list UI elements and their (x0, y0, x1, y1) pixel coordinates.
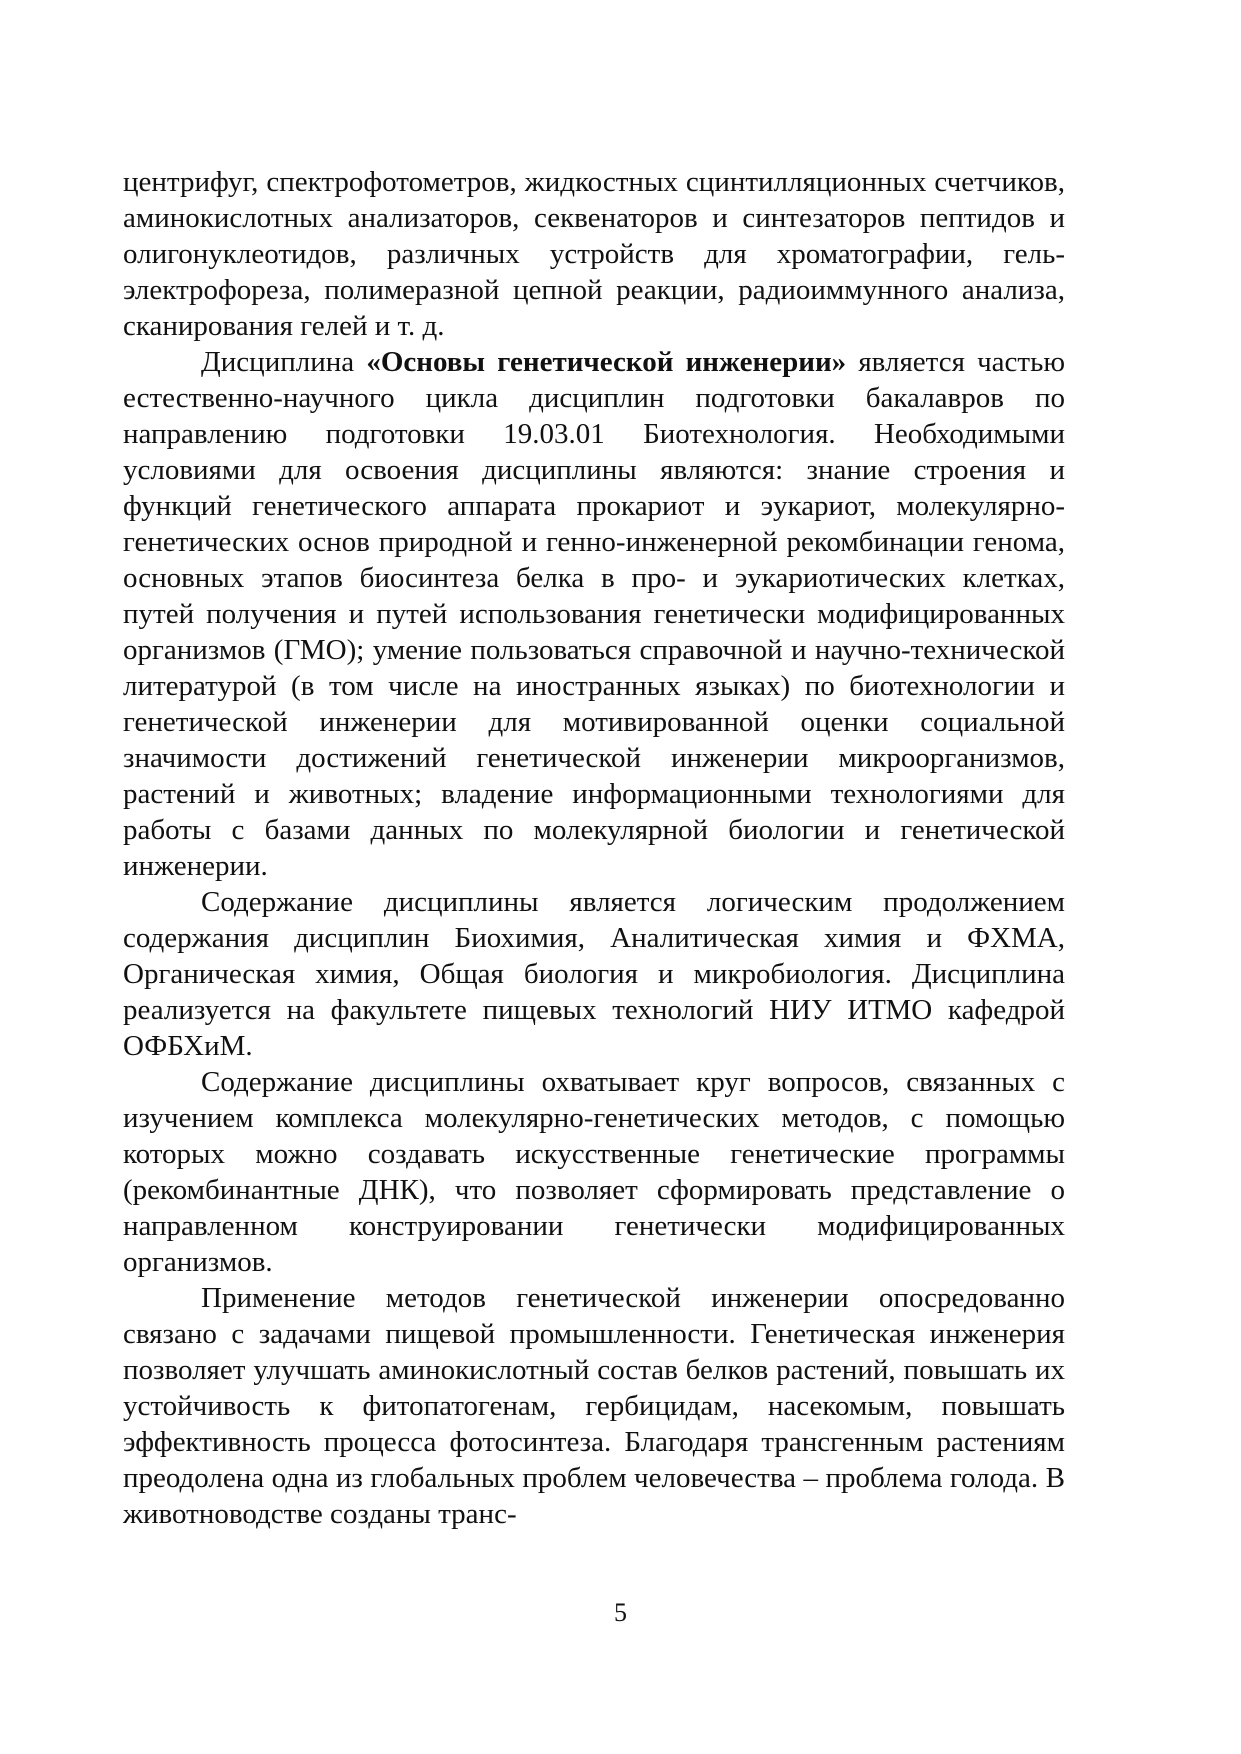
paragraph-text-start: Дисциплина (201, 346, 367, 378)
discipline-title: «Основы генетической инженерии» (366, 346, 847, 378)
paragraph-text-end: является частью естественно-научного цикла дисциплин подготовки бакалавров по направлению подготовки 19.03.01 Биотехнология. Необходимыми условиями для освоения дисциплины являются: знание строения и функций генетического аппарата прокариот и эукариот, молекулярно-генетических основ природной и генно-инженерной рекомбинации генома, основных этапов биосинтеза белка в про- и эукариотических клетках, путей получения и путей использования генетически модифицированных организмов (ГМО); умение пользоваться справочной и научно-технической литературой (в том числе на иностранных языках) по биотехнологии и генетической инженерии для мотивированной оценки социальной значимости достижений генетической инженерии микроорганизмов, растений и животных; владение информационными технологиями для работы с базами данных по молекулярной биологии и генетической инженерии. (123, 346, 1065, 882)
paragraph-discipline-content: Содержание дисциплины является логическим продолжением содержания дисциплин Биохимия, Аналитическая химия и ФХМА, Органическая химия, Общая биология и микробиология. Дисциплина реализуется на факультете пищевых технологий НИУ ИТМО кафедрой ОФБХиМ. (123, 886, 1065, 1062)
paragraph-discipline-intro (123, 344, 1065, 884)
page-number: 5 (614, 1598, 627, 1627)
page-body (123, 164, 1065, 1532)
paragraph-continuation: центрифуг, спектрофотометров, жидкостных сцинтилляционных счетчиков, аминокислотных анализаторов, секвенаторов и синтезаторов пептидов и олигонуклеотидов, различных устройств для хроматографии, гель-электрофореза, полимеразной цепной реакции, радиоиммунного анализа, сканирования гелей и т. д. (123, 166, 1065, 342)
paragraph-discipline-scope: Содержание дисциплины охватывает круг вопросов, связанных с изучением комплекса молекулярно-генетических методов, с помощью которых можно создавать искусственные генетические программы (рекомбинантные ДНК), что позволяет сформировать представление о направленном конструировании генетически модифицированных организмов. (123, 1066, 1065, 1278)
paragraph-applications: Применение методов генетической инженерии опосредованно связано с задачами пищевой промышленности. Генетическая инженерия позволяет улучшать аминокислотный состав белков растений, повышать их устойчивость к фитопатогенам, гербицидам, насекомым, повышать эффективность процесса фотосинтеза. Благодаря трансгенным растениям преодолена одна из глобальных проблем человечества – проблема голода. В животноводстве созданы транс- (123, 1282, 1065, 1530)
